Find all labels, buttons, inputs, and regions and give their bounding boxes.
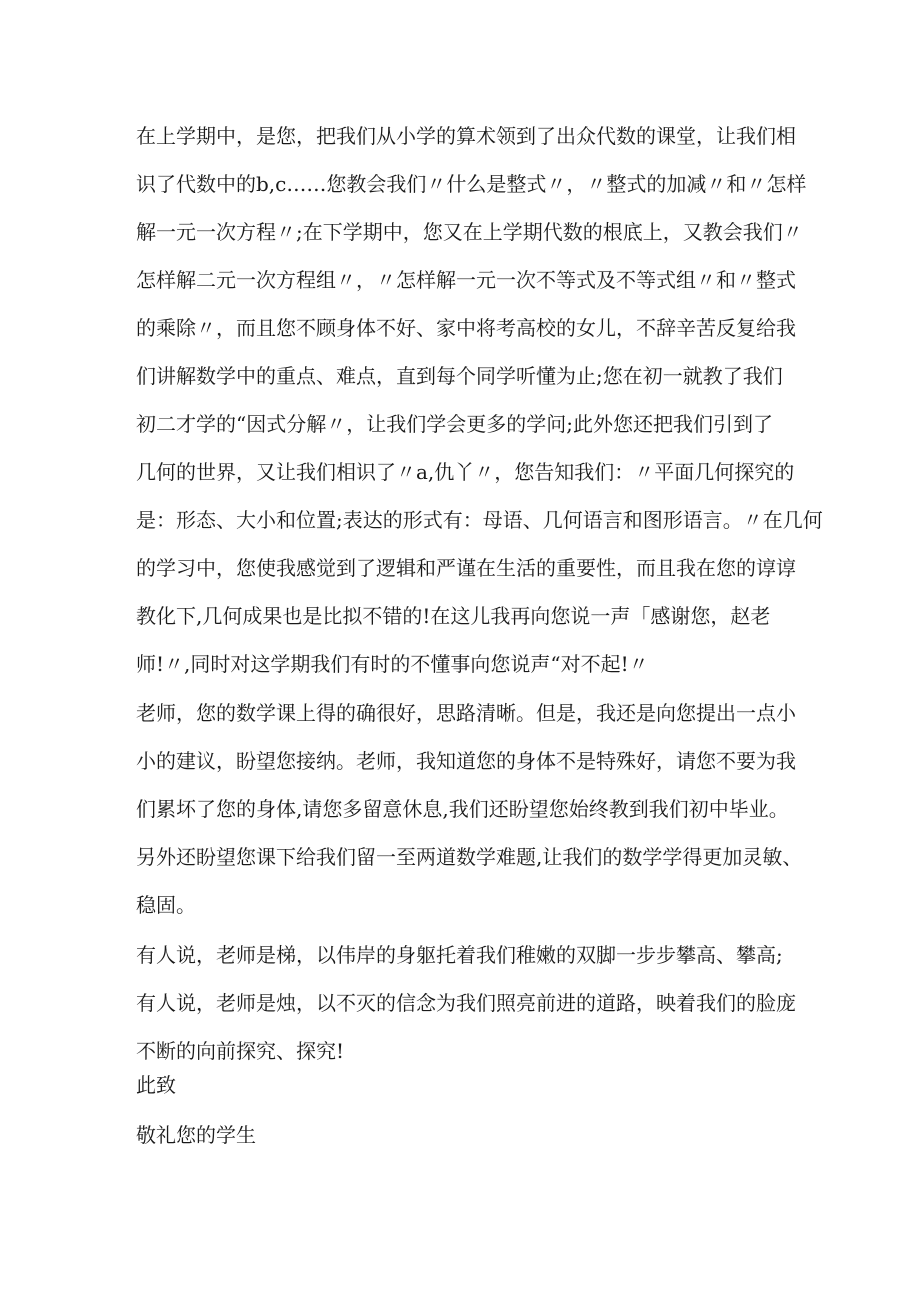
text-line: 稳固。: [136, 893, 196, 917]
text-line: 敬礼您的学生: [136, 1123, 256, 1147]
text-line: 是：形态、大小和位置;表达的形式有：母语、几何语言和图形语言。〃在几何: [136, 508, 823, 532]
text-line: 初二才学的“因式分解〃，让我们学会更多的学问;此外您还把我们引到了: [136, 412, 773, 436]
text-line: 解一元一次方程〃;在下学期中，您又在上学期代数的根底上，又教会我们〃: [136, 220, 803, 244]
text-line: 有人说，老师是烛，以不灭的信念为我们照亮前进的道路，映着我们的脸庞: [136, 991, 796, 1015]
text-line: 们累坏了您的身体,请您多留意休息,我们还盼望您始终教到我们初中毕业。: [136, 797, 789, 821]
text-line: 在上学期中，是您，把我们从小学的算术领到了出众代数的课堂，让我们相: [136, 124, 796, 148]
text-line: 们讲解数学中的重点、难点，直到每个同学听懂为止;您在初一就教了我们: [136, 364, 783, 388]
text-line: 另外还盼望您课下给我们留一至两道数学难题,让我们的数学学得更加灵敏、: [136, 845, 803, 869]
text-line: 几何的世界，又让我们相识了〃a,仇丫〃，您告知我们：〃平面几何探究的: [136, 460, 795, 484]
text-line: 有人说，老师是梯，以伟岸的身躯托着我们稚嫩的双脚一步步攀高、攀高;: [136, 943, 783, 967]
text-line: 此致: [136, 1073, 176, 1097]
text-line: 的乘除〃，而且您不顾身体不好、家中将考高校的女儿，不辞辛苦反复给我: [136, 316, 796, 340]
text-line: 教化下,几何成果也是比拟不错的!在这儿我再向您说一声「感谢您，赵老: [136, 604, 771, 628]
text-line: 师!〃,同时对这学期我们有时的不懂事向您说声“对不起!〃: [136, 652, 649, 676]
text-line: 老师，您的数学课上得的确很好，思路清晰。但是，我还是向您提出一点小: [136, 701, 796, 725]
text-line: 不断的向前探究、探究!: [136, 1039, 345, 1063]
text-line: 的学习中，您使我感觉到了逻辑和严谨在生活的重要性，而且我在您的谆谆: [136, 556, 796, 580]
text-line: 小的建议，盼望您接纳。老师，我知道您的身体不是特殊好，请您不要为我: [136, 749, 796, 773]
text-line: 识了代数中的b,c……您教会我们〃什么是整式〃，〃整式的加减〃和〃怎样: [136, 172, 807, 196]
text-line: 怎样解二元一次方程组〃，〃怎样解一元一次不等式及不等式组〃和〃整式: [136, 268, 796, 292]
